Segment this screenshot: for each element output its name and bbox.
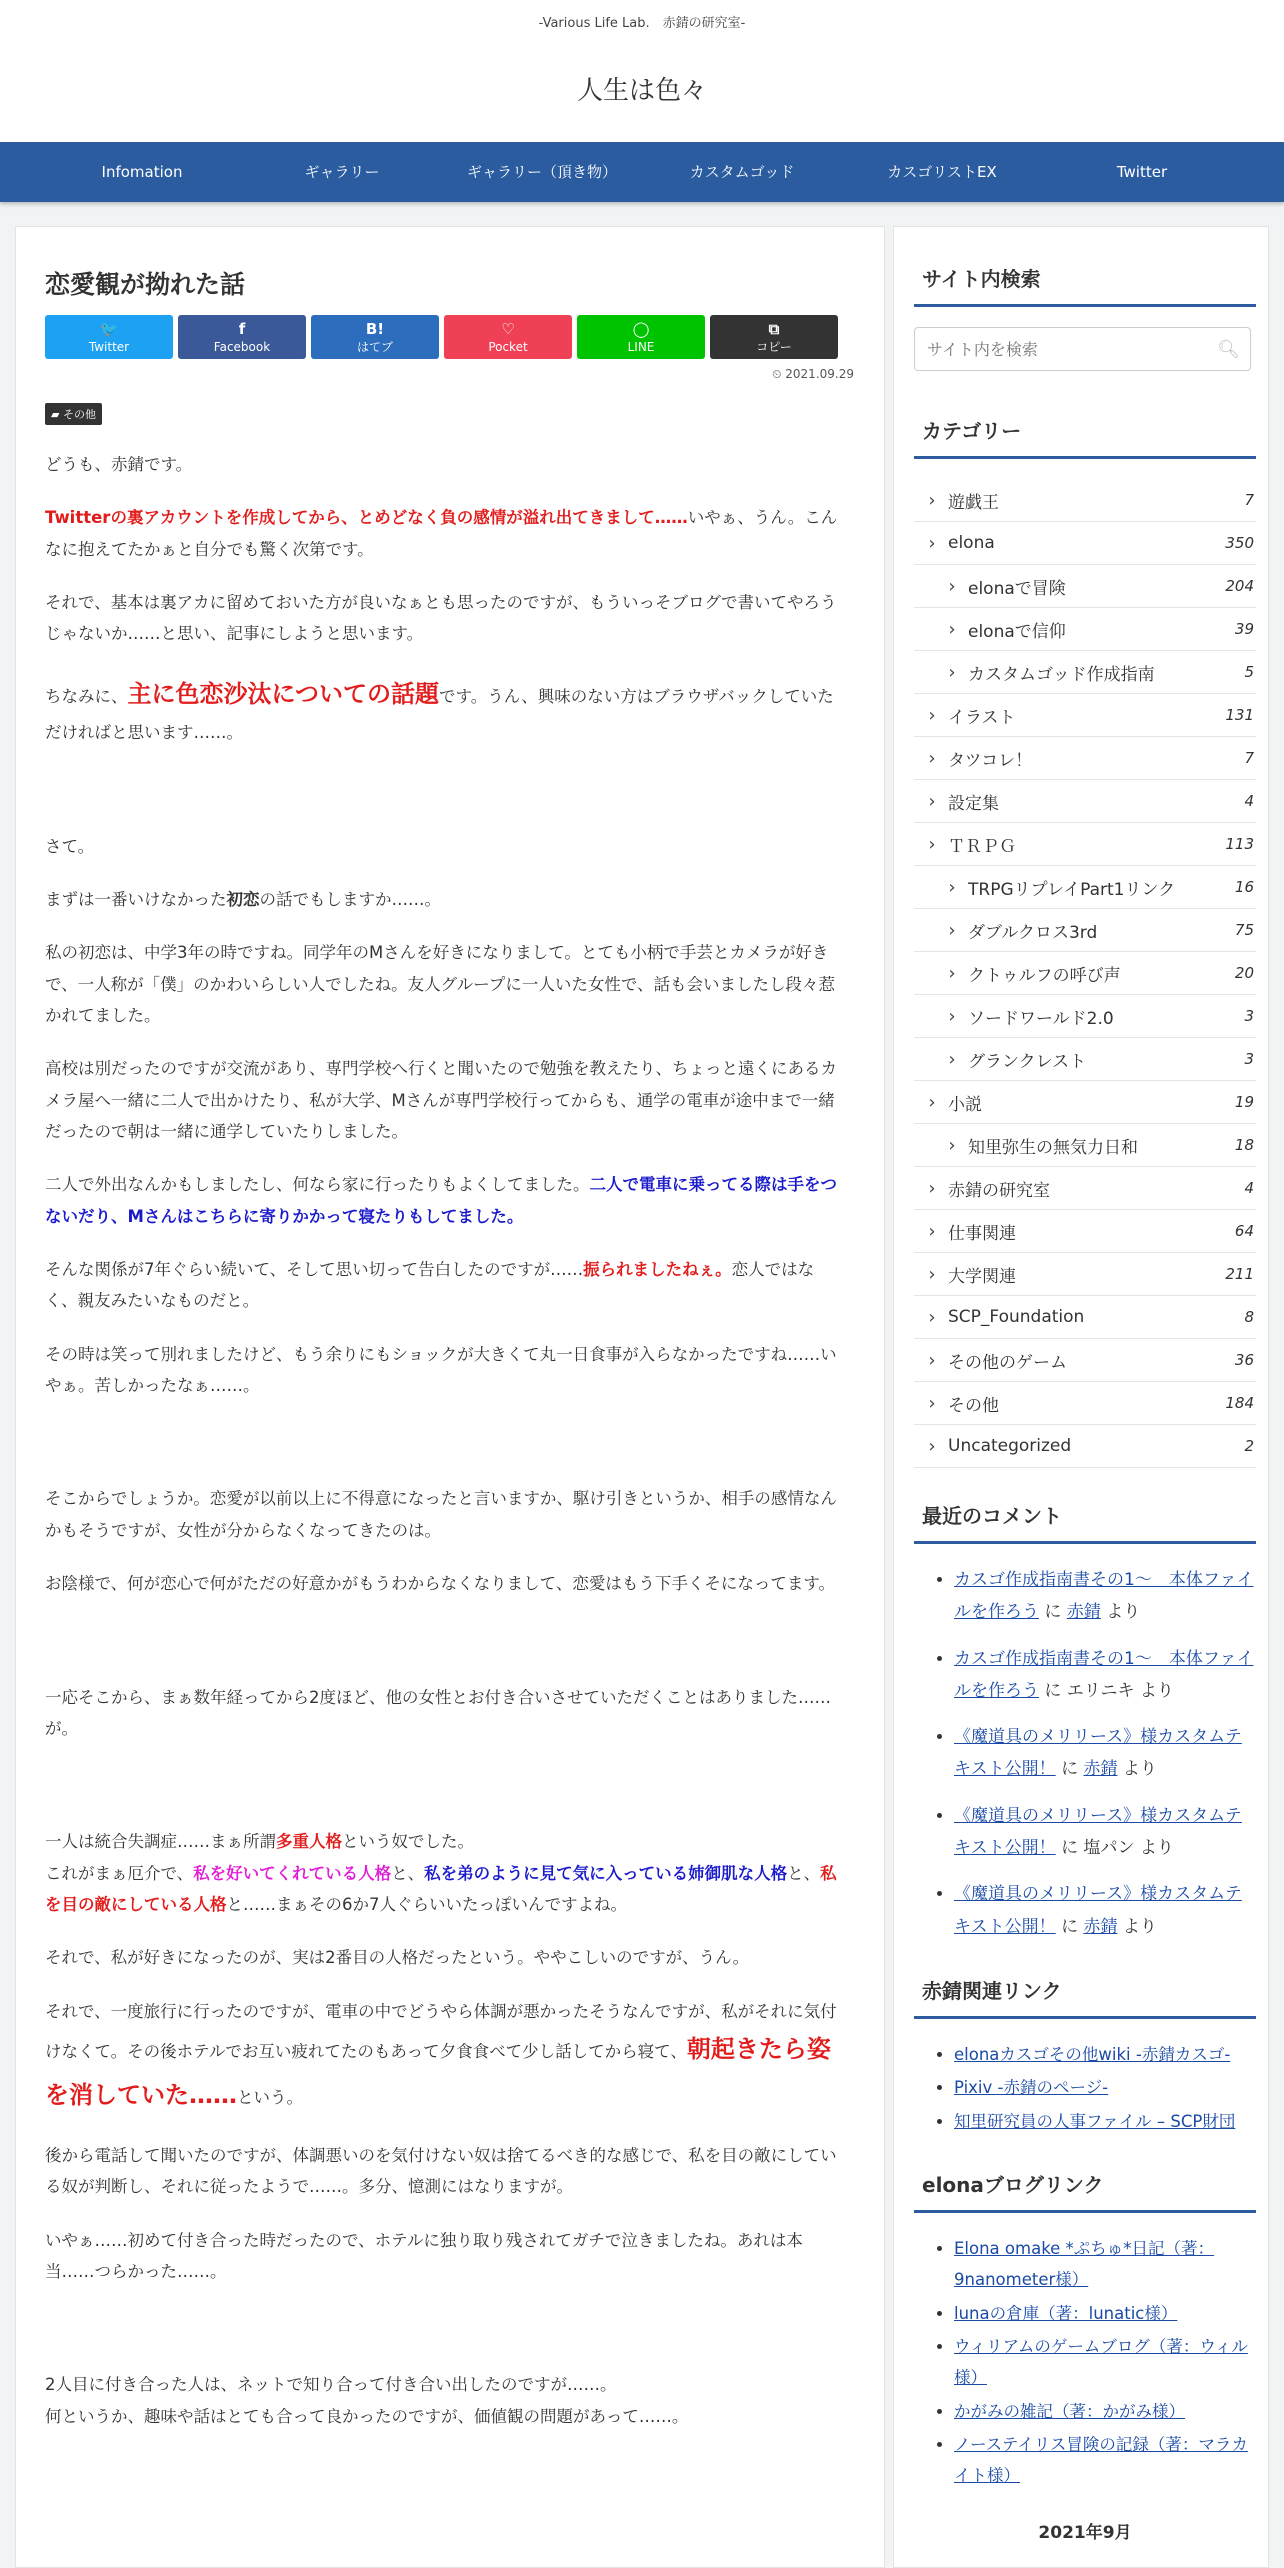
share-buttons bbox=[45, 315, 854, 359]
chevron-right-icon: › bbox=[948, 919, 956, 941]
category-name: その他のゲーム bbox=[948, 1352, 1067, 1373]
category-count: 2 bbox=[1244, 1437, 1254, 1455]
paragraph bbox=[45, 884, 845, 915]
share-hatena-button[interactable] bbox=[311, 315, 439, 359]
paragraph bbox=[45, 1254, 845, 1317]
search-input[interactable] bbox=[915, 328, 1250, 370]
elona-blog-links-list bbox=[914, 2233, 1256, 2492]
comment-connector: に bbox=[1055, 1838, 1084, 1859]
chevron-right-icon: › bbox=[948, 962, 956, 984]
category-item[interactable] bbox=[914, 780, 1256, 823]
category-count: 3 bbox=[1244, 1050, 1254, 1068]
text-span: と、 bbox=[391, 1863, 425, 1883]
article-body bbox=[45, 449, 845, 2432]
hatena-icon: B! bbox=[365, 320, 385, 338]
comment-suffix: より bbox=[1134, 1838, 1174, 1859]
category-item[interactable] bbox=[914, 522, 1256, 565]
category-name: elona bbox=[948, 533, 995, 553]
category-item[interactable] bbox=[914, 1124, 1256, 1167]
category-item[interactable] bbox=[914, 1253, 1256, 1296]
category-name: 知里弥生の無気力日和 bbox=[968, 1137, 1138, 1158]
blog-link-item bbox=[954, 2331, 1256, 2394]
comment-post-link[interactable]: 《魔道具のメリリース》様カスタムテキスト公開！ bbox=[954, 1884, 1242, 1937]
chevron-right-icon: › bbox=[948, 1005, 956, 1027]
text-span: まずは一番いけなかった bbox=[45, 890, 227, 909]
text-span: という奴でした。 bbox=[342, 1832, 474, 1852]
share-pocket-button[interactable] bbox=[444, 315, 572, 359]
nav-item-gallery[interactable]: ギャラリー bbox=[304, 163, 380, 181]
comment-item bbox=[954, 1564, 1256, 1629]
chevron-right-icon: › bbox=[928, 1392, 936, 1414]
text-span: そんな関係が7年ぐらい続いて、そして思い切って告白したのですが…… bbox=[45, 1260, 584, 1280]
category-name: ソードワールド2.0 bbox=[968, 1008, 1114, 1029]
spacer bbox=[45, 1622, 845, 1682]
spacer bbox=[45, 1423, 845, 1483]
category-count: 4 bbox=[1244, 792, 1254, 810]
chevron-right-icon: › bbox=[928, 1306, 936, 1328]
related-link[interactable]: Pixiv -赤錆のページ- bbox=[954, 2078, 1109, 2098]
comment-suffix: より bbox=[1117, 1916, 1157, 1937]
calendar-title: 2021年9月 bbox=[1038, 2522, 1132, 2543]
category-name: グランクレスト bbox=[968, 1051, 1087, 1072]
nav-item-custom-god[interactable]: カスタムゴッド bbox=[689, 163, 795, 181]
recent-comments-list bbox=[914, 1564, 1256, 1943]
article-main bbox=[15, 226, 885, 2568]
category-count: 350 bbox=[1225, 534, 1254, 552]
comment-item bbox=[954, 1800, 1256, 1865]
category-name: elonaで冒険 bbox=[968, 578, 1066, 599]
comment-suffix: より bbox=[1134, 1680, 1174, 1701]
site-tagline: -Various Life Lab. 赤錆の研究室- bbox=[538, 16, 746, 31]
category-count: 3 bbox=[1244, 1007, 1254, 1025]
share-label: はてブ bbox=[356, 339, 393, 354]
category-item[interactable] bbox=[914, 995, 1256, 1038]
emphasis-text: 二人で電車に乗ってる際は手をつないだり、Mさんはこちらに寄りかかって寝たりもしてました。 bbox=[45, 1175, 837, 1226]
category-badge-text: その他 bbox=[62, 408, 96, 421]
nav-item-twitter[interactable]: Twitter bbox=[1116, 163, 1168, 181]
text-span: 恋人ではなく、親友みたいなものだと。 bbox=[45, 1260, 815, 1311]
paragraph bbox=[45, 2369, 845, 2432]
comment-suffix: より bbox=[1117, 1759, 1157, 1780]
spacer bbox=[45, 771, 845, 831]
folder-icon: ▰ bbox=[51, 408, 60, 421]
post-date-text: 2021.09.29 bbox=[785, 367, 854, 381]
post-date bbox=[45, 367, 854, 387]
paragraph: どうも、赤錆です。 bbox=[45, 455, 193, 474]
nav-item-gallery-gifts[interactable]: ギャラリー（頂き物） bbox=[466, 163, 617, 181]
blog-link[interactable]: かがみの雑記（著：かがみ様） bbox=[954, 2401, 1185, 2421]
category-count: 16 bbox=[1234, 878, 1254, 896]
category-name: 仕事関連 bbox=[948, 1223, 1016, 1244]
paragraph bbox=[45, 1169, 845, 1232]
text-span: いやぁ、うん。こんなに抱えてたかぁと自分でも驚く次第です。 bbox=[45, 508, 838, 559]
category-item[interactable] bbox=[914, 1081, 1256, 1124]
clock-icon: ⏲ bbox=[772, 367, 782, 381]
category-name: その他 bbox=[948, 1395, 999, 1416]
category-item[interactable] bbox=[914, 952, 1256, 995]
category-name: Uncategorized bbox=[948, 1436, 1072, 1456]
share-copy-button[interactable] bbox=[710, 315, 838, 359]
chevron-right-icon: › bbox=[928, 704, 936, 726]
category-count: 184 bbox=[1225, 1394, 1254, 1412]
category-count: 8 bbox=[1244, 1308, 1254, 1326]
text-span: と……まぁその6か7人ぐらいいたっぽいんですよね。 bbox=[226, 1894, 627, 1914]
category-name: ＴＲＰＧ bbox=[948, 836, 1016, 857]
paragraph: お陰様で、何が恋心で何がただの好意かがもうわからなくなりまして、恋愛はもう下手くそになってます。 bbox=[45, 1574, 836, 1594]
spacer bbox=[45, 1766, 845, 1826]
share-label: コピー bbox=[756, 339, 792, 354]
comment-item bbox=[954, 1878, 1256, 1943]
text-span: です。うん、興味のない方はブラウザバックしていただければと思います……。 bbox=[45, 686, 834, 743]
paragraph bbox=[45, 1826, 845, 1920]
comment-post-link[interactable]: カスゴ作成指南書その1～ 本体ファイルを作ろう bbox=[954, 1570, 1254, 1623]
comment-post-link[interactable]: カスゴ作成指南書その1～ 本体ファイルを作ろう bbox=[954, 1648, 1254, 1701]
link-item bbox=[954, 2072, 1256, 2103]
emphasis-text: 振られましたねぇ。 bbox=[583, 1260, 732, 1280]
comment-connector: に bbox=[1039, 1680, 1067, 1701]
share-facebook-button[interactable] bbox=[178, 315, 306, 359]
facebook-icon: f bbox=[238, 320, 246, 338]
text-span: と、 bbox=[787, 1863, 821, 1883]
category-item[interactable] bbox=[914, 479, 1256, 522]
paragraph: それで、私が好きになったのが、実は2番目の人格だったという。ややこしいのですが、うん。 bbox=[45, 1948, 750, 1968]
paragraph: 後から電話して聞いたのですが、体調悪いのを気付けない奴は捨てるべき的な感じで、私を目の敵にしている奴が判断し、それに従ったようで……。多分、憶測にはなりますが。 bbox=[45, 2146, 837, 2197]
paragraph: さて。 bbox=[45, 836, 95, 856]
share-label: Pocket bbox=[488, 339, 528, 354]
category-name: SCP_Foundation bbox=[948, 1307, 1085, 1327]
links-widget-title: 赤錆関連リンク bbox=[914, 1969, 1256, 2019]
chevron-right-icon: › bbox=[928, 747, 936, 769]
emphasis-text: 多重人格 bbox=[276, 1832, 342, 1852]
chevron-right-icon: › bbox=[948, 876, 956, 898]
share-label: LINE bbox=[627, 339, 655, 354]
emphasis-text: 朝起きたら姿を消していた…… bbox=[45, 2034, 831, 2109]
emphasis-text: 私を弟のように見て気に入っている姉御肌な人格 bbox=[424, 1863, 788, 1883]
global-nav bbox=[0, 142, 1284, 202]
blog-link-item bbox=[954, 2429, 1256, 2492]
paragraph: それで、基本は裏アカに留めておいた方が良いなぁとも思ったのですが、もういっそブログで書いてやろうじゃないか……と思い、記事にしようと思います。 bbox=[45, 593, 837, 644]
comment-post-link[interactable]: 《魔道具のメリリース》様カスタムテキスト公開！ bbox=[954, 1727, 1242, 1780]
chevron-right-icon: › bbox=[948, 575, 956, 597]
text-span: 2人目に付き合った人は、ネットで知り合って付き合い出したのですが……。 bbox=[45, 2375, 617, 2395]
related-link[interactable]: elonaカスゴその他wiki -赤錆カスゴ- bbox=[954, 2044, 1231, 2064]
site-title[interactable]: 人生は色々 bbox=[576, 76, 707, 106]
category-name: 遊戯王 bbox=[948, 492, 999, 513]
category-badge[interactable] bbox=[45, 403, 102, 425]
spacer bbox=[45, 2309, 845, 2369]
category-item[interactable] bbox=[914, 1210, 1256, 1253]
related-link[interactable]: 知里研究員の人事ファイル – SCP財団 bbox=[954, 2111, 1236, 2131]
comment-author-link[interactable]: 赤錆 bbox=[1083, 1916, 1118, 1937]
category-count: 113 bbox=[1225, 835, 1254, 853]
category-item[interactable] bbox=[914, 1167, 1256, 1210]
chevron-right-icon: › bbox=[928, 833, 936, 855]
category-count: 7 bbox=[1244, 491, 1254, 509]
text-span: 一人は統合失調症……まぁ所謂 bbox=[45, 1832, 276, 1852]
category-name: 赤錆の研究室 bbox=[948, 1180, 1050, 1201]
category-count: 19 bbox=[1234, 1093, 1254, 1111]
category-item[interactable] bbox=[914, 866, 1256, 909]
twitter-icon: 🐦 bbox=[99, 320, 119, 338]
comment-connector: に bbox=[1055, 1916, 1084, 1937]
category-item[interactable] bbox=[914, 694, 1256, 737]
category-count: 4 bbox=[1244, 1179, 1254, 1197]
chevron-right-icon: › bbox=[928, 790, 936, 812]
category-item[interactable] bbox=[914, 1339, 1256, 1382]
category-count: 211 bbox=[1225, 1265, 1254, 1283]
text-span: ちなみに、 bbox=[45, 686, 128, 706]
comment-author-link[interactable]: 赤錆 bbox=[1083, 1759, 1118, 1780]
copy-icon: ⧉ bbox=[768, 320, 780, 338]
category-name: カスタムゴッド作成指南 bbox=[968, 664, 1155, 685]
chevron-right-icon: › bbox=[948, 1134, 956, 1156]
category-item[interactable] bbox=[914, 1038, 1256, 1081]
category-count: 18 bbox=[1234, 1136, 1254, 1154]
related-links-list bbox=[914, 2039, 1256, 2137]
category-item[interactable] bbox=[914, 909, 1256, 952]
blog-link-item bbox=[954, 2233, 1256, 2296]
category-name: クトゥルフの呼び声 bbox=[968, 965, 1121, 986]
category-item[interactable] bbox=[914, 608, 1256, 651]
category-count: 64 bbox=[1234, 1222, 1254, 1240]
text-span: 二人で外出なんかもしましたし、何なら家に行ったりもよくしてました。 bbox=[45, 1175, 590, 1195]
category-item[interactable] bbox=[914, 737, 1256, 780]
comment-author-link[interactable]: 赤錆 bbox=[1066, 1602, 1101, 1623]
bold-text: 初恋 bbox=[226, 890, 260, 909]
text-span: これがまぁ厄介で、 bbox=[45, 1863, 194, 1883]
comment-post-link[interactable]: 《魔道具のメリリース》様カスタムテキスト公開！ bbox=[954, 1805, 1242, 1859]
text-span: 何というか、趣味や話はとても合って良かったのですが、価値観の問題があって……。 bbox=[45, 2406, 689, 2426]
comment-item bbox=[954, 1643, 1256, 1708]
paragraph bbox=[45, 502, 845, 565]
nav-item-information[interactable]: Infomation bbox=[101, 163, 183, 181]
category-list bbox=[914, 479, 1256, 1468]
link-item bbox=[954, 2106, 1256, 2137]
chevron-right-icon: › bbox=[928, 1091, 936, 1113]
pocket-icon: ♡ bbox=[501, 320, 515, 338]
chevron-right-icon: › bbox=[928, 1220, 936, 1242]
blog-link[interactable]: ノーステイリス冒険の記録（著：マラカイト様） bbox=[954, 2435, 1248, 2486]
category-count: 36 bbox=[1234, 1351, 1254, 1369]
chevron-right-icon: › bbox=[928, 1177, 936, 1199]
category-name: elonaで信仰 bbox=[968, 621, 1066, 642]
chevron-right-icon: › bbox=[928, 1435, 936, 1457]
paragraph: いやぁ……初めて付き合った時だったので、ホテルに独り取り残されてガチで泣きましたね。あれは本当……つらかった……。 bbox=[45, 2230, 803, 2282]
share-twitter-button[interactable] bbox=[45, 315, 173, 359]
category-name: TRPGリプレイPart1リンク bbox=[968, 879, 1176, 900]
share-label: Facebook bbox=[213, 339, 271, 354]
paragraph: その時は笑って別れましたけど、もう余りにもショックが大きくて丸一日食事が入らなかったですね……いやぁ。苦しかったなぁ……。 bbox=[45, 1344, 837, 1396]
blog-link-item bbox=[954, 2298, 1256, 2329]
comment-connector: に bbox=[1039, 1602, 1067, 1623]
chevron-right-icon: › bbox=[928, 1349, 936, 1371]
blog-link[interactable]: ウィリアムのゲームブログ（著：ウィル様） bbox=[954, 2337, 1248, 2388]
category-item[interactable] bbox=[914, 651, 1256, 694]
site-header bbox=[0, 0, 1284, 142]
link-item bbox=[954, 2039, 1256, 2070]
share-line-button[interactable] bbox=[577, 315, 705, 359]
paragraph: 高校は別だったのですが交流があり、専門学校へ行くと聞いたので勉強を教えたり、ちょっと遠くにあるカメラ屋へ一緒に二人で出かけたり、私が大学、Mさんが専門学校行ってからも、通学の電車が途中まで一緒だったので朝は一緒に通学していたりしました。 bbox=[45, 1059, 837, 1142]
category-count: 39 bbox=[1234, 620, 1254, 638]
chevron-right-icon: › bbox=[928, 1263, 936, 1285]
share-label: Twitter bbox=[88, 339, 130, 354]
category-name: 大学関連 bbox=[948, 1266, 1016, 1287]
blog-link[interactable]: Elona omake *ぷちゅ*日記（著：9nanometer様） bbox=[954, 2239, 1215, 2290]
category-count: 75 bbox=[1234, 921, 1254, 939]
comment-connector: に bbox=[1055, 1759, 1084, 1780]
category-item[interactable] bbox=[914, 823, 1256, 866]
nav-item-casgo-list-ex[interactable]: カスゴリストEX bbox=[887, 163, 997, 181]
category-count: 20 bbox=[1234, 964, 1254, 982]
emphasis-text: Twitterの裏アカウントを作成してから、とめどなく負の感情が溢れ出てきまして…… bbox=[45, 508, 688, 528]
search-widget-title: サイト内検索 bbox=[914, 257, 1256, 307]
chevron-right-icon: › bbox=[948, 661, 956, 683]
category-name: イラスト bbox=[948, 707, 1016, 728]
category-item[interactable] bbox=[914, 1382, 1256, 1425]
line-icon: ◯ bbox=[632, 320, 650, 338]
chevron-right-icon: › bbox=[948, 1048, 956, 1070]
chevron-right-icon: › bbox=[928, 489, 936, 511]
category-count: 5 bbox=[1244, 663, 1254, 681]
category-item[interactable] bbox=[914, 565, 1256, 608]
paragraph bbox=[45, 672, 845, 749]
paragraph: 一応そこから、まぁ数年経ってから2度ほど、他の女性とお付き合いさせていただくことはありました……が。 bbox=[45, 1687, 831, 1738]
paragraph: そこからでしょうか。恋愛が以前以上に不得意になったと言いますか、駆け引きというか、相手の感情なんかもそうですが、女性が分からなくなってきたのは。 bbox=[45, 1489, 837, 1540]
emphasis-text: 主に色恋沙汰についての話題 bbox=[127, 679, 440, 708]
category-name: 設定集 bbox=[948, 793, 999, 814]
category-item[interactable] bbox=[914, 1296, 1256, 1339]
blog-link[interactable]: lunaの倉庫（著：lunatic様） bbox=[954, 2303, 1178, 2323]
comment-author: 塩パン bbox=[1083, 1838, 1135, 1859]
paragraph bbox=[45, 1996, 845, 2119]
text-span: の話でもしますか……。 bbox=[259, 890, 441, 909]
category-count: 204 bbox=[1225, 577, 1254, 595]
article-title: 恋愛観が拗れた話 bbox=[45, 270, 246, 299]
chevron-right-icon: › bbox=[948, 618, 956, 640]
blog-link-item bbox=[954, 2396, 1256, 2427]
category-count: 7 bbox=[1244, 749, 1254, 767]
chevron-right-icon: › bbox=[928, 532, 936, 554]
comment-item bbox=[954, 1721, 1256, 1786]
comment-suffix: より bbox=[1100, 1602, 1141, 1623]
text-span: それで、一度旅行に行ったのですが、電車の中でどうやら体調が悪かったそうなんですが、私がそれに気付けなくて。その後ホテルでお互い疲れてたのもあって夕食食べて少し話してから寝て、 bbox=[45, 2001, 837, 2061]
category-name: 小説 bbox=[948, 1094, 982, 1115]
search-icon[interactable]: 🔍︎ bbox=[1217, 339, 1240, 360]
blogs-widget-title: elonaブログリンク bbox=[914, 2163, 1256, 2213]
paragraph: 私の初恋は、中学3年の時ですね。同学年のMさんを好きになりまして。とても小柄で手芸とカメラが好きで、一人称が「僕」のかわいらしい人でしたね。友人グループに一人いた女性で、話も会いましたし段々惹かれてました。 bbox=[45, 943, 836, 1026]
emphasis-text: 私を好いてくれている人格 bbox=[193, 1863, 392, 1883]
text-span: という。 bbox=[237, 2087, 303, 2107]
category-name: タツコレ！ bbox=[948, 750, 1033, 771]
emphasis-text: 私を目の敵にしている人格 bbox=[45, 1863, 837, 1914]
categories-widget-title: カテゴリー bbox=[914, 409, 1256, 459]
category-name: ダブルクロス3rd bbox=[968, 922, 1098, 943]
search-box bbox=[914, 327, 1251, 371]
category-item[interactable] bbox=[914, 1425, 1256, 1468]
comments-widget-title: 最近のコメント bbox=[914, 1494, 1256, 1544]
comment-author: エリニキ bbox=[1066, 1680, 1135, 1701]
category-count: 131 bbox=[1225, 706, 1254, 724]
sidebar bbox=[893, 226, 1269, 2568]
